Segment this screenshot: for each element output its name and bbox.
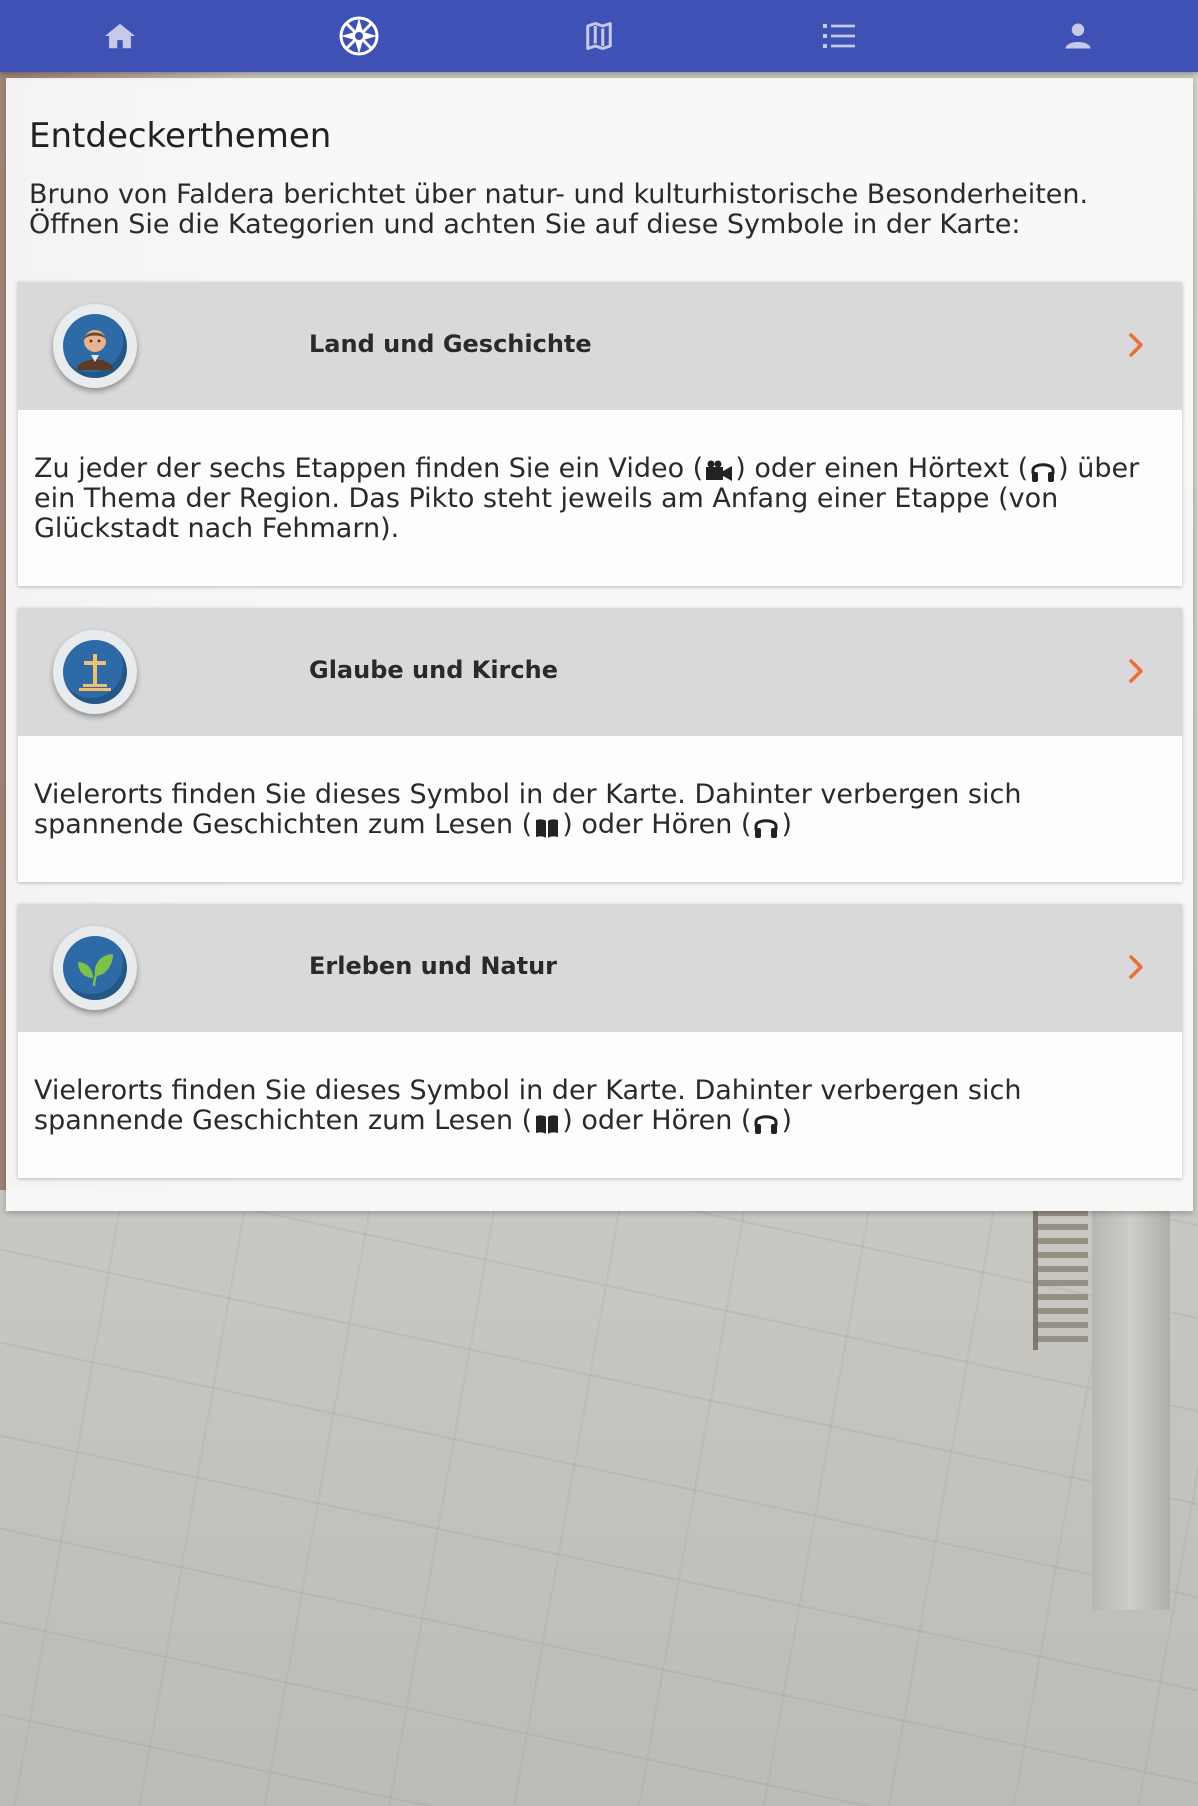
category-header-erleben-und-natur[interactable] [18,904,1182,1032]
book-icon [534,1113,560,1135]
headphones-icon [753,813,779,839]
chevron-right-icon [1128,332,1144,358]
headphones-icon [753,1109,779,1135]
category-badge [53,304,137,388]
category-header-land-und-geschichte[interactable] [18,282,1182,410]
chevron-right-icon [1128,954,1144,980]
chevron-right-icon [1128,658,1144,684]
nav-profile-button[interactable] [958,0,1198,72]
background-bench [1033,1210,1088,1350]
leaf-icon [73,946,117,990]
category-description: Vielerorts finden Sie dieses Symbol in der Karte. Dahinter verbergen sich spannende Geschichten zum Lesen ( ) oder Hören ( ) [34,1075,1022,1136]
category-badge [53,926,137,1010]
category-header-glaube-und-kirche[interactable] [18,608,1182,736]
category-title: Glaube und Kirche [309,656,558,684]
person-icon [1063,21,1093,51]
nav-map-button[interactable] [479,0,719,72]
video-camera-icon [705,459,733,483]
top-navigation-bar [0,0,1198,72]
category-card-land-und-geschichte [18,282,1182,586]
page-title: Entdeckerthemen [29,116,332,156]
discovery-topics-panel [6,78,1193,1211]
home-icon [103,21,137,51]
nav-home-button[interactable] [0,0,240,72]
nav-list-button[interactable] [719,0,959,72]
category-title: Land und Geschichte [309,330,592,358]
category-description: Zu jeder der sechs Etappen finden Sie ein Video ( ) oder einen Hörtext ( ) über ein Thema der Region. Das Pikto steht jeweils am Anfang einer Etappe (von Glückstadt nach Fehmarn). [34,453,1140,544]
book-icon [534,817,560,839]
compass-icon [338,15,380,57]
nav-compass-button[interactable] [240,0,480,72]
background-pillar [1092,1190,1170,1610]
list-icon [823,22,855,50]
background-stone-floor [0,1190,1198,1806]
bruno-portrait-icon [71,322,119,370]
headphones-icon [1030,457,1056,483]
category-card-erleben-und-natur [18,904,1182,1178]
map-icon [584,21,614,51]
cross-icon [73,650,117,694]
category-badge [53,630,137,714]
category-card-glaube-und-kirche [18,608,1182,882]
category-title: Erleben und Natur [309,952,558,980]
category-description: Vielerorts finden Sie dieses Symbol in der Karte. Dahinter verbergen sich spannende Geschichten zum Lesen ( ) oder Hören ( ) [34,779,1022,840]
intro-text: Bruno von Faldera berichtet über natur- und kulturhistorische Besonderheiten. Öffnen Sie die Kategorien und achten Sie auf diese Symbole in der Karte: [29,179,1089,240]
